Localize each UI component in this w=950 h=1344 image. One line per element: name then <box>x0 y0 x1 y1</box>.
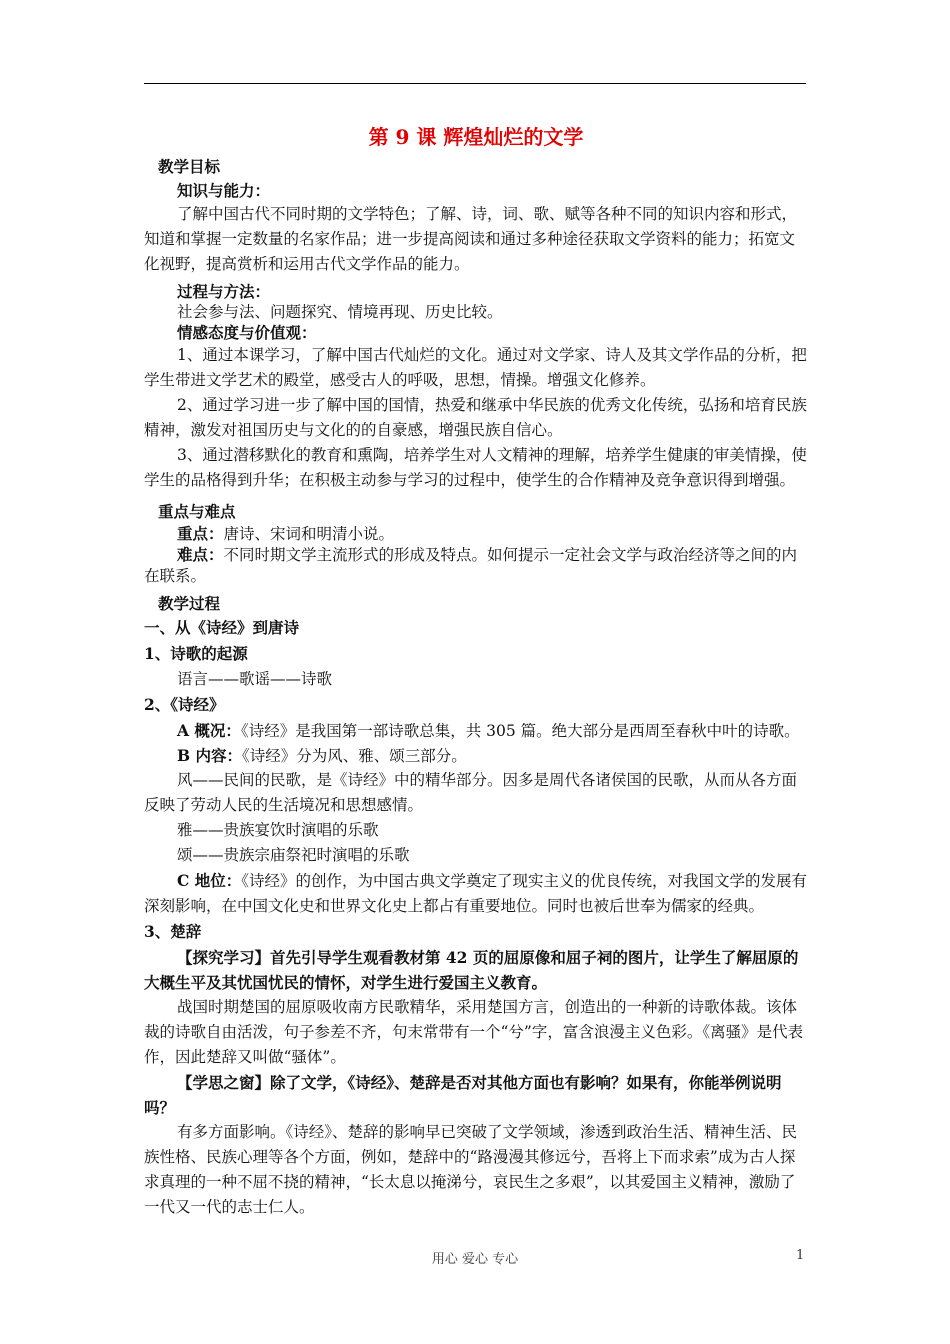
attitude-heading: 情感态度与价值观： <box>177 323 317 342</box>
shijing-overview <box>144 718 808 743</box>
feng-text: 风——民间的民歌，是《诗经》中的精华部分。因多是周代各诸侯国的民歌，从而从各方面反映了劳动人民的生活境况和思想感情。 <box>144 771 798 814</box>
page-number: 1 <box>796 1248 805 1263</box>
overview-text: 《诗经》是我国第一部诗歌总集，共 305 篇。绝大部分是西周至春秋中叶的诗歌。 <box>240 722 800 740</box>
influence-answer: 有多方面影响。《诗经》、楚辞的影响早已突破了文学领域，渗透到政治生活、精神生活、民族性格、民族心理等各个方面，例如，楚辞中的“路漫漫其修远兮，吾将上下而求索”成为古人探求真理的一种不屈不挠的精神，“长太息以掩涕兮，哀民生之多艰”，以其爱国主义精神，激励了一代又一代的志士仁人。 <box>144 1123 798 1216</box>
shijing-content <box>144 743 808 768</box>
attitude-item-3: 3、通过潜移默化的教育和熏陶，培养学生对人文精神的理解，培养学生健康的审美情操，使学生的品格得到升华；在积极主动参与学习的过程中，使学生的合作精神及竞争意识得到增强。 <box>144 446 807 489</box>
key-points-heading: 重点与难点 <box>158 502 236 521</box>
footer-text: 用心 爱心 专心 <box>431 1252 519 1267</box>
subsection-3-heading: 3、楚辞 <box>144 922 202 941</box>
attitude-item-1: 1、通过本课学习，了解中国古代灿烂的文化。通过对文学家、诗人及其文学作品的分析，把学生带进文学艺术的殿堂，感受古人的呼吸，思想，情操。增强文化修养。 <box>144 346 807 389</box>
focus-line <box>144 523 808 544</box>
shijing-status <box>144 868 808 919</box>
document-body <box>144 124 808 1220</box>
subsection-1-heading: 1、诗歌的起源 <box>144 644 248 663</box>
process-method-heading: 过程与方法： <box>177 282 271 301</box>
attitude-item-2: 2、通过学习进一步了解中国的国情，热爱和继承中华民族的优秀文化传统，弘扬和培育民族精神，激发对祖国历史与文化的的自豪感，增强民族自信心。 <box>144 396 807 439</box>
difficulty-label: 难点： <box>177 545 224 564</box>
difficulty-text: 不同时期文学主流形式的形成及特点。如何提示一定社会文学与政治经济等之间的内在联系。 <box>144 546 798 585</box>
header-rule <box>144 83 806 84</box>
content-label: B 内容： <box>177 746 242 765</box>
objectives-heading: 教学目标 <box>158 157 221 176</box>
knowledge-heading: 知识与能力： <box>177 181 271 200</box>
ya-text: 雅——贵族宴饮时演唱的乐歌 <box>177 821 379 839</box>
chuci-text: 战国时期楚国的屈原吸收南方民歌精华，采用楚国方言，创造出的一种新的诗歌体裁。该体裁的诗歌自由活泼，句子参差不齐，句末常带有一个“兮”字，富含浪漫主义色彩。《离骚》是代表作，因此楚辞又叫做“骚体”。 <box>144 998 804 1066</box>
process-method-text: 社会参与法、问题探究、情境再现、历史比较。 <box>177 303 503 321</box>
explore-learning: 【探究学习】首先引导学生观看教材第 42 页的屈原像和屈子祠的图片，让学生了解屈原的大概生平及其忧国忧民的情怀，对学生进行爱国主义教育。 <box>144 948 799 992</box>
overview-label: A 概况： <box>177 721 241 740</box>
difficulty-line <box>144 544 808 587</box>
thinking-window: 【学思之窗】除了文学，《诗经》、楚辞是否对其他方面也有影响？如果有，你能举例说明吗？ <box>144 1073 782 1117</box>
teaching-process-heading: 教学过程 <box>158 594 221 613</box>
poetry-origin-text: 语言——歌谣——诗歌 <box>177 670 333 688</box>
content-text: 《诗经》分为风、雅、颂三部分。 <box>242 747 467 765</box>
focus-label: 重点： <box>177 524 224 543</box>
knowledge-text: 了解中国古代不同时期的文学特色；了解、诗，词、歌、赋等各种不同的知识内容和形式，知道和掌握一定数量的名家作品；进一步提高阅读和通过多种途径获取文学资料的能力；拓宽文化视野，提高赏析和运用古代文学作品的能力。 <box>144 205 798 273</box>
focus-text: 唐诗、宋词和明清小说。 <box>223 525 395 543</box>
status-text: 《诗经》的创作，为中国古典文学奠定了现实主义的优良传统，对我国文学的发展有深刻影响，在中国文化史和世界文化史上都占有重要地位。同时也被后世奉为儒家的经典。 <box>144 872 807 915</box>
song-text: 颂——贵族宗庙祭祀时演唱的乐歌 <box>177 846 410 864</box>
page-title: 第 9 课 辉煌灿烂的文学 <box>368 125 584 149</box>
subsection-2-heading: 2、《诗经》 <box>144 695 225 714</box>
section-1-heading: 一、从《诗经》到唐诗 <box>144 618 300 637</box>
status-label: C 地位： <box>177 871 242 890</box>
